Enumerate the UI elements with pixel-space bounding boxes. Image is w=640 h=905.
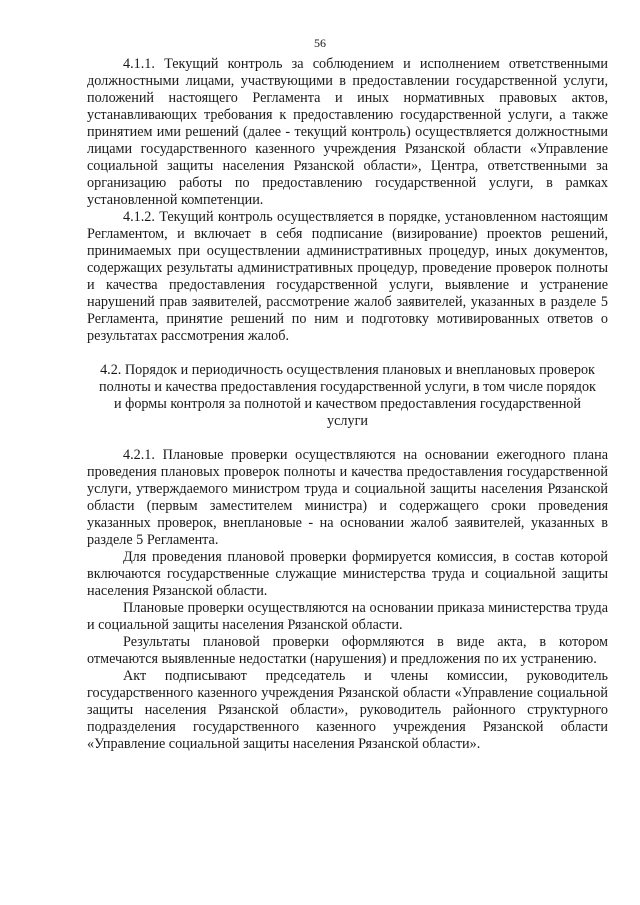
paragraph-commission: Для проведения плановой проверки формируется комиссия, в состав которой включаются государственные служащие министерства труда и социальной защиты населения Рязанской области.: [87, 549, 608, 599]
paragraph-4-2-1: 4.2.1. Плановые проверки осуществляются на основании ежегодного плана проведения плановых проверок полноты и качества предоставления государственной услуги, утверждаемого министром труда и социальной защиты населения Рязанской области (первым заместителем министра) и содержащего сроки проведения указанных проверок, внеплановые - на основании жалоб заявителей, указанных в разделе 5 Регламента.: [87, 447, 608, 548]
paragraph-4-1-2: 4.1.2. Текущий контроль осуществляется в порядке, установленном настоящим Регламентом, и включает в себя подписание (визирование) проектов решений, принимаемых при осуществлении административных процедур, иных документов, содержащих результаты административных процедур, проведение проверок полноты и качества предоставления государственной услуги, выявление и устранение нарушений прав заявителей, рассмотрение жалоб заявителей, указанных в разделе 5 Регламента, принятие решений по ним и подготовку мотивированных ответов о результатах рассмотрения жалоб.: [87, 209, 608, 344]
paragraph-4-1-1: 4.1.1. Текущий контроль за соблюдением и исполнением ответственными должностными лицами, участвующими в предоставлении государственной услуги, положений настоящего Регламента и иных нормативных правовых актов, устанавливающих требования к предоставлению государственной услуги, а также принятием ими решений (далее - текущий контроль) осуществляется должностными лицами государственного казенного учреждения Рязанской области «Управление социальной защиты населения Рязанской области», Центра, ответственными за организацию работы по предоставлению государственной услуги, в рамках установленной компетенции.: [87, 56, 608, 208]
paragraph-planned-checks: Плановые проверки осуществляются на основании приказа министерства труда и социальной защиты населения Рязанской области.: [87, 600, 608, 633]
document-body: [87, 56, 608, 753]
section-heading-4-2: 4.2. Порядок и периодичность осуществления плановых и внеплановых проверок полноты и качества предоставления государственной услуги, в том числе порядок и формы контроля за полнотой и качеством предоставления государственной услуги: [99, 362, 596, 429]
paragraph-act-signing: Акт подписывают председатель и члены комиссии, руководитель государственного казенного учреждения Рязанской области «Управление социальной защиты населения Рязанской области», руководитель районного структурного подразделения государственного казенного учреждения Рязанской области «Управление социальной защиты населения Рязанской области».: [87, 668, 608, 752]
page-number: 56: [314, 36, 326, 50]
paragraph-check-results: Результаты плановой проверки оформляются в виде акта, в котором отмечаются выявленные недостатки (нарушения) и предложения по их устранению.: [87, 634, 608, 667]
